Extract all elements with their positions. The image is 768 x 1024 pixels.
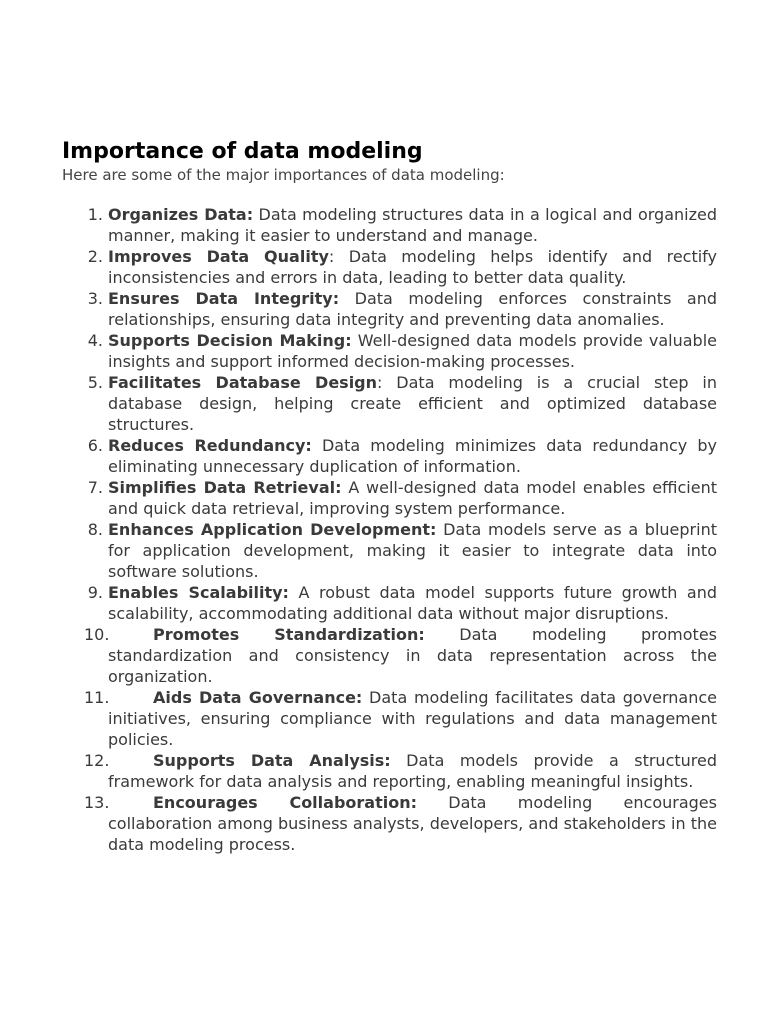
item-number: 9. — [87, 583, 103, 602]
item-lead: Ensures Data Integrity: — [108, 289, 340, 308]
item-text: A robust data model supports future growth and scalability, accommodating additional data without major disruptions. — [108, 583, 718, 623]
item-lead: Aids Data Governance: — [153, 688, 363, 707]
list-item — [62, 750, 717, 792]
list-item — [62, 792, 717, 855]
item-text: Data modeling is a crucial step in database design, helping create efficient and optimized database structures. — [108, 373, 718, 434]
item-text: Data modeling encourages collaboration among business analysts, developers, and stakeholders in the data modeling process. — [108, 793, 717, 854]
item-lead: Promotes Standardization: — [153, 625, 425, 644]
item-lead: Supports Data Analysis: — [153, 751, 391, 770]
list-item — [62, 330, 717, 372]
list-item — [62, 582, 717, 624]
list-item — [62, 435, 717, 477]
list-item — [62, 372, 717, 435]
item-lead: Facilitates Database Design — [108, 373, 378, 392]
item-text: Data modeling facilitates data governance initiatives, ensuring compliance with regulations and data management policies. — [108, 688, 718, 749]
item-separator: : — [328, 247, 335, 266]
item-lead: Simplifies Data Retrieval: — [108, 478, 342, 497]
item-number: 5. — [87, 373, 103, 392]
item-lead: Organizes Data: — [108, 205, 254, 224]
list-item — [62, 204, 717, 246]
list-item — [62, 624, 717, 687]
item-text: Data modeling minimizes data redundancy by eliminating unnecessary duplication of information. — [108, 436, 717, 476]
item-text: Data models provide a structured framework for data analysis and reporting, enabling meaningful insights. — [108, 751, 718, 791]
item-text: Data modeling promotes standardization and consistency in data representation across the organization. — [108, 625, 718, 686]
item-text: Data modeling helps identify and rectify inconsistencies and errors in data, leading to better data quality. — [108, 247, 717, 287]
list-item — [62, 246, 717, 288]
item-number: 6. — [87, 436, 103, 455]
item-lead: Enables Scalability: — [108, 583, 289, 602]
item-number: 4. — [87, 331, 103, 350]
item-number: 10. — [84, 625, 110, 644]
item-text: A well-designed data model enables efficient and quick data retrieval, improving system performance. — [108, 478, 718, 518]
item-lead: Encourages Collaboration: — [153, 793, 417, 812]
importance-list — [62, 204, 717, 855]
list-item — [62, 519, 717, 582]
item-number: 7. — [87, 478, 103, 497]
item-text: Data models serve as a blueprint for application development, making it easier to integrate data into software solutions. — [108, 520, 717, 581]
item-text: Data modeling structures data in a logical and organized manner, making it easier to understand and manage. — [108, 205, 718, 245]
item-number: 11. — [84, 688, 110, 707]
item-number: 8. — [87, 520, 103, 539]
item-number: 13. — [84, 793, 110, 812]
item-lead: Improves Data Quality — [108, 247, 329, 266]
item-separator: : — [377, 373, 383, 392]
item-number: 12. — [84, 751, 110, 770]
page-title: Importance of data modeling — [62, 139, 423, 164]
list-item — [62, 477, 717, 519]
item-text: Data modeling enforces constraints and relationships, ensuring data integrity and preventing data anomalies. — [108, 289, 718, 329]
list-item — [62, 687, 717, 750]
intro-text: Here are some of the major importances of data modeling: — [62, 166, 505, 184]
list-item — [62, 288, 717, 330]
item-number: 2. — [87, 247, 103, 266]
item-number: 1. — [87, 205, 103, 224]
item-number: 3. — [87, 289, 103, 308]
item-lead: Reduces Redundancy: — [108, 436, 312, 455]
item-lead: Enhances Application Development: — [108, 520, 437, 539]
item-lead: Supports Decision Making: — [108, 331, 352, 350]
item-text: Well-designed data models provide valuable insights and support informed decision-making processes. — [108, 331, 717, 371]
